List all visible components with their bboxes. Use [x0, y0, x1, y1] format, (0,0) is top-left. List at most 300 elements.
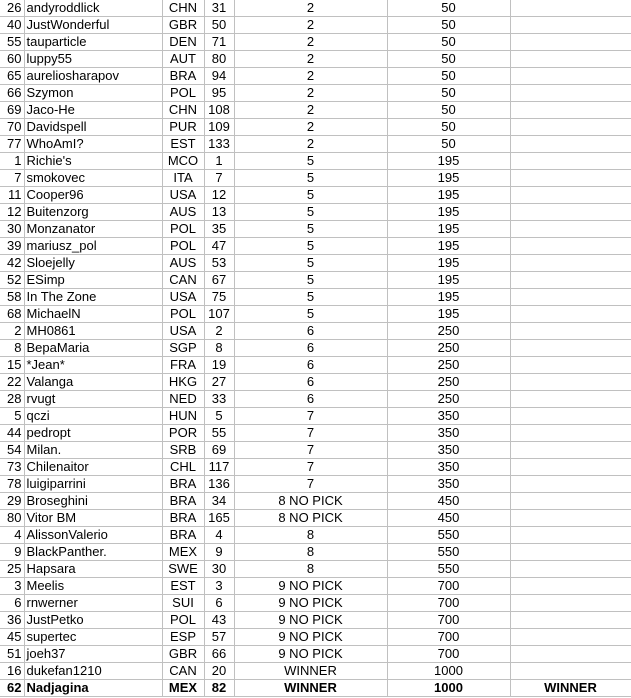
number-cell[interactable]: 55 — [204, 425, 234, 442]
number-cell[interactable]: 6 — [204, 595, 234, 612]
name-cell[interactable]: Broseghini — [24, 493, 162, 510]
country-cell[interactable]: USA — [162, 289, 204, 306]
rank-cell[interactable]: 68 — [0, 306, 24, 323]
name-cell[interactable]: Chilenaitor — [24, 459, 162, 476]
number-cell[interactable]: 4 — [204, 527, 234, 544]
number-cell[interactable]: 109 — [204, 119, 234, 136]
rank-cell[interactable]: 77 — [0, 136, 24, 153]
round-cell[interactable]: 6 — [234, 357, 387, 374]
points-cell[interactable]: 195 — [387, 187, 510, 204]
name-cell[interactable]: tauparticle — [24, 34, 162, 51]
winner-cell[interactable] — [510, 170, 631, 187]
number-cell[interactable]: 2 — [204, 323, 234, 340]
points-cell[interactable]: 350 — [387, 476, 510, 493]
table-row — [0, 578, 631, 595]
table-row — [0, 561, 631, 578]
name-cell[interactable]: rnwerner — [24, 595, 162, 612]
round-cell[interactable]: 5 — [234, 204, 387, 221]
points-cell[interactable]: 50 — [387, 68, 510, 85]
winner-cell[interactable] — [510, 408, 631, 425]
rank-cell[interactable]: 45 — [0, 629, 24, 646]
country-cell[interactable]: CAN — [162, 272, 204, 289]
points-cell[interactable]: 250 — [387, 357, 510, 374]
name-cell[interactable]: Monzanator — [24, 221, 162, 238]
name-cell[interactable]: qczi — [24, 408, 162, 425]
country-cell[interactable]: POL — [162, 238, 204, 255]
winner-cell[interactable] — [510, 221, 631, 238]
points-cell[interactable]: 50 — [387, 34, 510, 51]
round-cell[interactable]: 7 — [234, 476, 387, 493]
round-cell[interactable]: 5 — [234, 187, 387, 204]
country-cell[interactable]: BRA — [162, 493, 204, 510]
round-cell[interactable]: 6 — [234, 374, 387, 391]
name-cell[interactable]: BepaMaria — [24, 340, 162, 357]
points-cell[interactable]: 50 — [387, 51, 510, 68]
rank-cell[interactable]: 36 — [0, 612, 24, 629]
name-cell[interactable]: JustPetko — [24, 612, 162, 629]
points-cell[interactable]: 250 — [387, 391, 510, 408]
winner-cell[interactable] — [510, 425, 631, 442]
rank-cell[interactable]: 28 — [0, 391, 24, 408]
name-cell[interactable]: andyroddlick — [24, 0, 162, 17]
round-cell[interactable]: 5 — [234, 170, 387, 187]
country-cell[interactable]: POL — [162, 85, 204, 102]
rank-cell[interactable]: 58 — [0, 289, 24, 306]
number-cell[interactable]: 95 — [204, 85, 234, 102]
rank-cell[interactable]: 1 — [0, 153, 24, 170]
number-cell[interactable]: 75 — [204, 289, 234, 306]
points-cell[interactable]: 250 — [387, 374, 510, 391]
country-cell[interactable]: HUN — [162, 408, 204, 425]
round-cell[interactable]: 2 — [234, 85, 387, 102]
rank-cell[interactable]: 8 — [0, 340, 24, 357]
winner-cell[interactable] — [510, 357, 631, 374]
round-cell[interactable]: 6 — [234, 340, 387, 357]
winner-cell[interactable] — [510, 612, 631, 629]
country-cell[interactable]: SUI — [162, 595, 204, 612]
country-cell[interactable]: GBR — [162, 646, 204, 663]
points-cell[interactable]: 700 — [387, 578, 510, 595]
number-cell[interactable]: 33 — [204, 391, 234, 408]
points-cell[interactable]: 250 — [387, 340, 510, 357]
points-cell[interactable]: 195 — [387, 170, 510, 187]
name-cell[interactable]: Richie's — [24, 153, 162, 170]
winner-cell[interactable] — [510, 442, 631, 459]
rank-cell[interactable]: 52 — [0, 272, 24, 289]
country-cell[interactable]: PUR — [162, 119, 204, 136]
round-cell[interactable]: 9 NO PICK — [234, 595, 387, 612]
round-cell[interactable]: 5 — [234, 238, 387, 255]
round-cell[interactable]: 5 — [234, 153, 387, 170]
winner-cell[interactable] — [510, 306, 631, 323]
winner-cell[interactable] — [510, 153, 631, 170]
rank-cell[interactable]: 55 — [0, 34, 24, 51]
rank-cell[interactable]: 78 — [0, 476, 24, 493]
round-cell[interactable]: WINNER — [234, 680, 387, 697]
points-cell[interactable]: 195 — [387, 204, 510, 221]
winner-cell[interactable] — [510, 68, 631, 85]
winner-cell[interactable] — [510, 340, 631, 357]
round-cell[interactable]: 8 — [234, 544, 387, 561]
country-cell[interactable]: ITA — [162, 170, 204, 187]
name-cell[interactable]: Valanga — [24, 374, 162, 391]
number-cell[interactable]: 9 — [204, 544, 234, 561]
number-cell[interactable]: 50 — [204, 17, 234, 34]
name-cell[interactable]: AlissonValerio — [24, 527, 162, 544]
round-cell[interactable]: 2 — [234, 34, 387, 51]
country-cell[interactable]: CHN — [162, 0, 204, 17]
number-cell[interactable]: 69 — [204, 442, 234, 459]
rank-cell[interactable]: 5 — [0, 408, 24, 425]
winner-cell[interactable] — [510, 476, 631, 493]
name-cell[interactable]: mariusz_pol — [24, 238, 162, 255]
number-cell[interactable]: 82 — [204, 680, 234, 697]
winner-cell[interactable] — [510, 102, 631, 119]
table-row — [0, 680, 631, 697]
name-cell[interactable]: Cooper96 — [24, 187, 162, 204]
round-cell[interactable]: 9 NO PICK — [234, 629, 387, 646]
number-cell[interactable]: 43 — [204, 612, 234, 629]
table-row — [0, 17, 631, 34]
rank-cell[interactable]: 73 — [0, 459, 24, 476]
rank-cell[interactable]: 42 — [0, 255, 24, 272]
points-cell[interactable]: 195 — [387, 306, 510, 323]
rank-cell[interactable]: 30 — [0, 221, 24, 238]
rank-cell[interactable]: 22 — [0, 374, 24, 391]
rank-cell[interactable]: 39 — [0, 238, 24, 255]
name-cell[interactable]: BlackPanther. — [24, 544, 162, 561]
number-cell[interactable]: 107 — [204, 306, 234, 323]
number-cell[interactable]: 34 — [204, 493, 234, 510]
name-cell[interactable]: Nadjagina — [24, 680, 162, 697]
points-cell[interactable]: 350 — [387, 408, 510, 425]
rank-cell[interactable]: 4 — [0, 527, 24, 544]
winner-cell[interactable] — [510, 493, 631, 510]
winner-cell[interactable] — [510, 527, 631, 544]
rank-cell[interactable]: 62 — [0, 680, 24, 697]
country-cell[interactable]: DEN — [162, 34, 204, 51]
round-cell[interactable]: 5 — [234, 306, 387, 323]
table-row — [0, 323, 631, 340]
rank-cell[interactable]: 25 — [0, 561, 24, 578]
country-cell[interactable]: HKG — [162, 374, 204, 391]
points-cell[interactable]: 195 — [387, 221, 510, 238]
points-cell[interactable]: 700 — [387, 595, 510, 612]
points-cell[interactable]: 50 — [387, 0, 510, 17]
rank-cell[interactable]: 66 — [0, 85, 24, 102]
round-cell[interactable]: WINNER — [234, 663, 387, 680]
name-cell[interactable]: MichaelN — [24, 306, 162, 323]
rank-cell[interactable]: 2 — [0, 323, 24, 340]
country-cell[interactable]: BRA — [162, 510, 204, 527]
country-cell[interactable]: BRA — [162, 527, 204, 544]
number-cell[interactable]: 117 — [204, 459, 234, 476]
rank-cell[interactable]: 16 — [0, 663, 24, 680]
points-cell[interactable]: 350 — [387, 425, 510, 442]
winner-cell[interactable] — [510, 272, 631, 289]
winner-cell[interactable] — [510, 204, 631, 221]
round-cell[interactable]: 6 — [234, 391, 387, 408]
number-cell[interactable]: 1 — [204, 153, 234, 170]
winner-cell[interactable] — [510, 629, 631, 646]
winner-cell[interactable] — [510, 119, 631, 136]
round-cell[interactable]: 2 — [234, 51, 387, 68]
round-cell[interactable]: 2 — [234, 68, 387, 85]
number-cell[interactable]: 136 — [204, 476, 234, 493]
round-cell[interactable]: 2 — [234, 0, 387, 17]
winner-cell[interactable] — [510, 255, 631, 272]
number-cell[interactable]: 12 — [204, 187, 234, 204]
number-cell[interactable]: 7 — [204, 170, 234, 187]
points-cell[interactable]: 195 — [387, 238, 510, 255]
points-cell[interactable]: 1000 — [387, 663, 510, 680]
winner-cell[interactable] — [510, 595, 631, 612]
country-cell[interactable]: MEX — [162, 544, 204, 561]
points-cell[interactable]: 450 — [387, 510, 510, 527]
country-cell[interactable]: NED — [162, 391, 204, 408]
winner-cell[interactable] — [510, 578, 631, 595]
number-cell[interactable]: 47 — [204, 238, 234, 255]
round-cell[interactable]: 7 — [234, 408, 387, 425]
winner-cell[interactable] — [510, 289, 631, 306]
points-cell[interactable]: 50 — [387, 136, 510, 153]
number-cell[interactable]: 27 — [204, 374, 234, 391]
points-cell[interactable]: 700 — [387, 629, 510, 646]
winner-cell[interactable] — [510, 17, 631, 34]
number-cell[interactable]: 71 — [204, 34, 234, 51]
winner-cell[interactable] — [510, 187, 631, 204]
winner-cell[interactable] — [510, 136, 631, 153]
number-cell[interactable]: 31 — [204, 0, 234, 17]
number-cell[interactable]: 13 — [204, 204, 234, 221]
table-row — [0, 510, 631, 527]
rank-cell[interactable]: 40 — [0, 17, 24, 34]
winner-cell[interactable] — [510, 0, 631, 17]
points-cell[interactable]: 195 — [387, 255, 510, 272]
country-cell[interactable]: POL — [162, 221, 204, 238]
round-cell[interactable]: 2 — [234, 102, 387, 119]
number-cell[interactable]: 19 — [204, 357, 234, 374]
number-cell[interactable]: 8 — [204, 340, 234, 357]
name-cell[interactable]: Vitor BM — [24, 510, 162, 527]
round-cell[interactable]: 8 — [234, 527, 387, 544]
rank-cell[interactable]: 60 — [0, 51, 24, 68]
points-cell[interactable]: 195 — [387, 272, 510, 289]
points-cell[interactable]: 700 — [387, 646, 510, 663]
country-cell[interactable]: USA — [162, 323, 204, 340]
round-cell[interactable]: 2 — [234, 17, 387, 34]
name-cell[interactable]: In The Zone — [24, 289, 162, 306]
winner-cell[interactable] — [510, 561, 631, 578]
round-cell[interactable]: 2 — [234, 119, 387, 136]
country-cell[interactable]: AUT — [162, 51, 204, 68]
rank-cell[interactable]: 12 — [0, 204, 24, 221]
country-cell[interactable]: SWE — [162, 561, 204, 578]
number-cell[interactable]: 80 — [204, 51, 234, 68]
number-cell[interactable]: 30 — [204, 561, 234, 578]
winner-cell[interactable] — [510, 85, 631, 102]
number-cell[interactable]: 57 — [204, 629, 234, 646]
name-cell[interactable]: *Jean* — [24, 357, 162, 374]
country-cell[interactable]: AUS — [162, 255, 204, 272]
rank-cell[interactable]: 15 — [0, 357, 24, 374]
number-cell[interactable]: 133 — [204, 136, 234, 153]
winner-cell[interactable]: WINNER — [510, 680, 631, 697]
rank-cell[interactable]: 7 — [0, 170, 24, 187]
rank-cell[interactable]: 9 — [0, 544, 24, 561]
winner-cell[interactable] — [510, 544, 631, 561]
winner-cell[interactable] — [510, 663, 631, 680]
winner-cell[interactable] — [510, 374, 631, 391]
number-cell[interactable]: 53 — [204, 255, 234, 272]
country-cell[interactable]: FRA — [162, 357, 204, 374]
name-cell[interactable]: Milan. — [24, 442, 162, 459]
round-cell[interactable]: 7 — [234, 425, 387, 442]
country-cell[interactable]: SGP — [162, 340, 204, 357]
name-cell[interactable]: MH0861 — [24, 323, 162, 340]
country-cell[interactable]: ESP — [162, 629, 204, 646]
rank-cell[interactable]: 3 — [0, 578, 24, 595]
points-cell[interactable]: 50 — [387, 17, 510, 34]
table-row — [0, 595, 631, 612]
points-cell[interactable]: 700 — [387, 612, 510, 629]
country-cell[interactable]: USA — [162, 187, 204, 204]
country-cell[interactable]: AUS — [162, 204, 204, 221]
name-cell[interactable]: ESimp — [24, 272, 162, 289]
points-cell[interactable]: 550 — [387, 561, 510, 578]
rank-cell[interactable]: 11 — [0, 187, 24, 204]
round-cell[interactable]: 5 — [234, 255, 387, 272]
rank-cell[interactable]: 69 — [0, 102, 24, 119]
country-cell[interactable]: CHN — [162, 102, 204, 119]
number-cell[interactable]: 5 — [204, 408, 234, 425]
country-cell[interactable]: EST — [162, 136, 204, 153]
round-cell[interactable]: 6 — [234, 323, 387, 340]
number-cell[interactable]: 35 — [204, 221, 234, 238]
round-cell[interactable]: 8 — [234, 561, 387, 578]
number-cell[interactable]: 165 — [204, 510, 234, 527]
rank-cell[interactable]: 54 — [0, 442, 24, 459]
name-cell[interactable]: Hapsara — [24, 561, 162, 578]
table-row — [0, 629, 631, 646]
name-cell[interactable]: WhoAmI? — [24, 136, 162, 153]
round-cell[interactable]: 5 — [234, 272, 387, 289]
name-cell[interactable]: Sloejelly — [24, 255, 162, 272]
number-cell[interactable]: 20 — [204, 663, 234, 680]
name-cell[interactable]: JustWonderful — [24, 17, 162, 34]
number-cell[interactable]: 94 — [204, 68, 234, 85]
country-cell[interactable]: GBR — [162, 17, 204, 34]
round-cell[interactable]: 2 — [234, 136, 387, 153]
table-row — [0, 476, 631, 493]
name-cell[interactable]: smokovec — [24, 170, 162, 187]
rank-cell[interactable]: 6 — [0, 595, 24, 612]
name-cell[interactable]: aureliosharapov — [24, 68, 162, 85]
winner-cell[interactable] — [510, 323, 631, 340]
rank-cell[interactable]: 70 — [0, 119, 24, 136]
round-cell[interactable]: 7 — [234, 459, 387, 476]
name-cell[interactable]: pedropt — [24, 425, 162, 442]
number-cell[interactable]: 66 — [204, 646, 234, 663]
name-cell[interactable]: supertec — [24, 629, 162, 646]
name-cell[interactable]: luppy55 — [24, 51, 162, 68]
rank-cell[interactable]: 65 — [0, 68, 24, 85]
winner-cell[interactable] — [510, 238, 631, 255]
points-cell[interactable]: 50 — [387, 102, 510, 119]
round-cell[interactable]: 7 — [234, 442, 387, 459]
number-cell[interactable]: 108 — [204, 102, 234, 119]
points-cell[interactable]: 350 — [387, 442, 510, 459]
points-cell[interactable]: 195 — [387, 153, 510, 170]
country-cell[interactable]: CHL — [162, 459, 204, 476]
country-cell[interactable]: POR — [162, 425, 204, 442]
name-cell[interactable]: luigiparrini — [24, 476, 162, 493]
table-row — [0, 425, 631, 442]
country-cell[interactable]: MEX — [162, 680, 204, 697]
name-cell[interactable]: Meelis — [24, 578, 162, 595]
round-cell[interactable]: 8 NO PICK — [234, 510, 387, 527]
name-cell[interactable]: Jaco-He — [24, 102, 162, 119]
name-cell[interactable]: Buitenzorg — [24, 204, 162, 221]
name-cell[interactable]: rvugt — [24, 391, 162, 408]
table-row — [0, 255, 631, 272]
round-cell[interactable]: 5 — [234, 289, 387, 306]
country-cell[interactable]: BRA — [162, 476, 204, 493]
table-row — [0, 289, 631, 306]
round-cell[interactable]: 9 NO PICK — [234, 612, 387, 629]
points-cell[interactable]: 50 — [387, 119, 510, 136]
rank-cell[interactable]: 29 — [0, 493, 24, 510]
round-cell[interactable]: 9 NO PICK — [234, 578, 387, 595]
points-cell[interactable]: 195 — [387, 289, 510, 306]
country-cell[interactable]: POL — [162, 306, 204, 323]
winner-cell[interactable] — [510, 391, 631, 408]
points-cell[interactable]: 550 — [387, 544, 510, 561]
winner-cell[interactable] — [510, 34, 631, 51]
points-cell[interactable]: 350 — [387, 459, 510, 476]
number-cell[interactable]: 67 — [204, 272, 234, 289]
name-cell[interactable]: dukefan1210 — [24, 663, 162, 680]
rank-cell[interactable]: 44 — [0, 425, 24, 442]
country-cell[interactable]: MCO — [162, 153, 204, 170]
number-cell[interactable]: 3 — [204, 578, 234, 595]
country-cell[interactable]: BRA — [162, 68, 204, 85]
winner-cell[interactable] — [510, 459, 631, 476]
winner-cell[interactable] — [510, 51, 631, 68]
country-cell[interactable]: POL — [162, 612, 204, 629]
rank-cell[interactable]: 51 — [0, 646, 24, 663]
table-row — [0, 0, 631, 17]
round-cell[interactable]: 9 NO PICK — [234, 646, 387, 663]
points-cell[interactable]: 450 — [387, 493, 510, 510]
round-cell[interactable]: 8 NO PICK — [234, 493, 387, 510]
points-cell[interactable]: 1000 — [387, 680, 510, 697]
winner-cell[interactable] — [510, 510, 631, 527]
points-cell[interactable]: 50 — [387, 85, 510, 102]
points-cell[interactable]: 550 — [387, 527, 510, 544]
name-cell[interactable]: Szymon — [24, 85, 162, 102]
round-cell[interactable]: 5 — [234, 221, 387, 238]
country-cell[interactable]: EST — [162, 578, 204, 595]
rank-cell[interactable]: 80 — [0, 510, 24, 527]
name-cell[interactable]: Davidspell — [24, 119, 162, 136]
country-cell[interactable]: CAN — [162, 663, 204, 680]
winner-cell[interactable] — [510, 646, 631, 663]
name-cell[interactable]: joeh37 — [24, 646, 162, 663]
country-cell[interactable]: SRB — [162, 442, 204, 459]
rank-cell[interactable]: 26 — [0, 0, 24, 17]
points-cell[interactable]: 250 — [387, 323, 510, 340]
